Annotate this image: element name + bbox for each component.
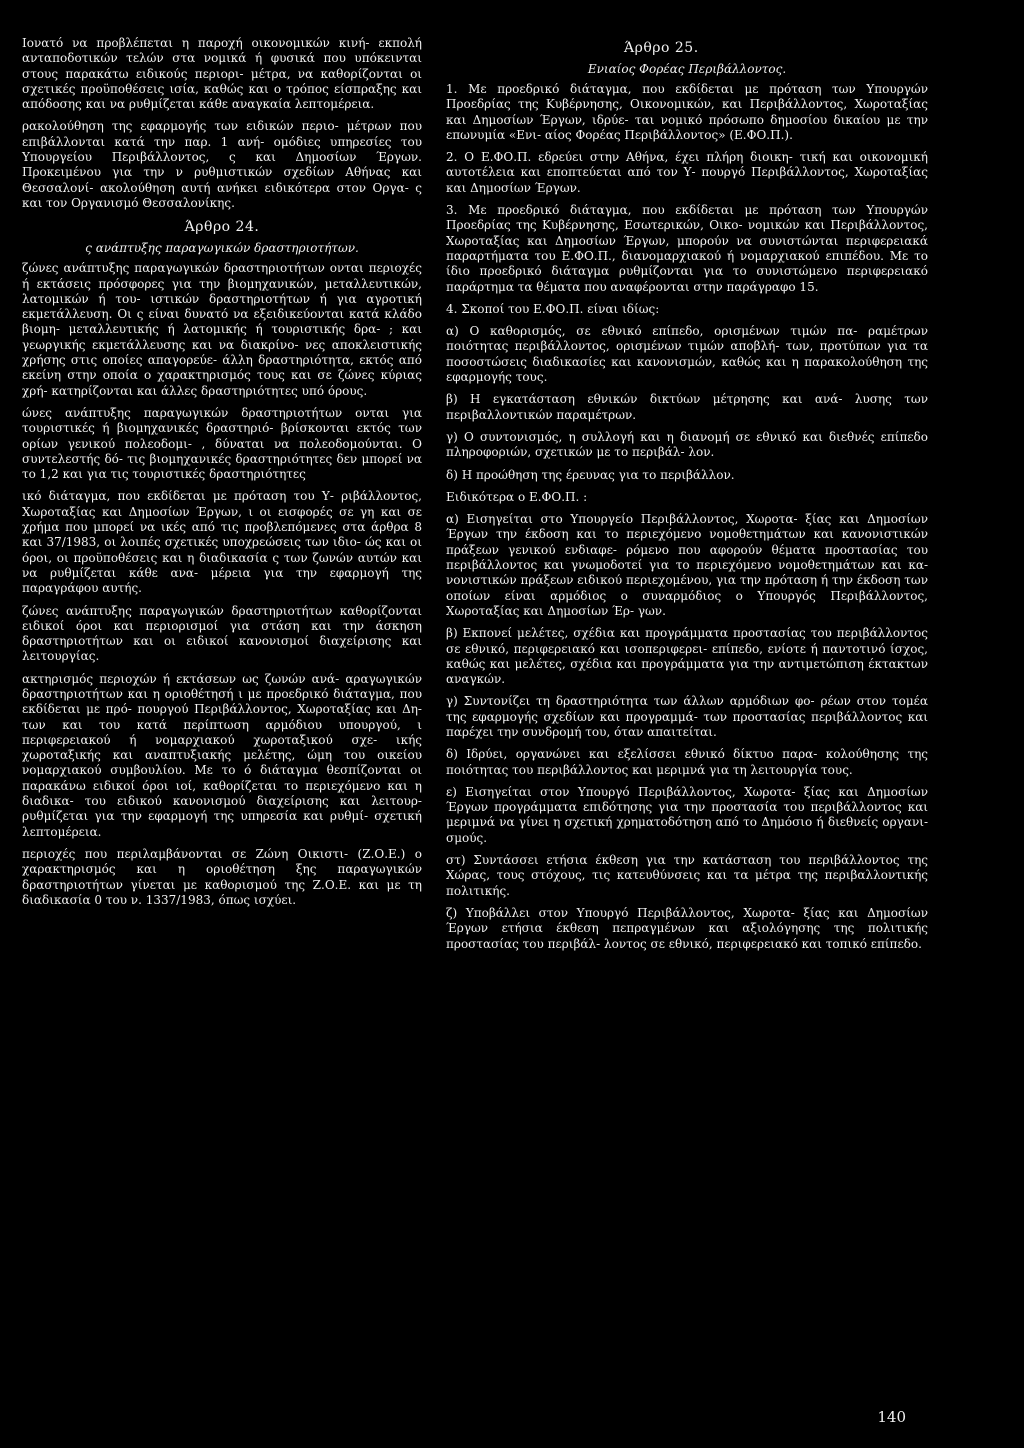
paragraph: β) Εκπονεί μελέτες, σχέδια και προγράμματα προστασίας του περιβάλλοντος σε εθνικό, περιφερειακό και ισοπεριφερει- επίπεδο, ενίοτε ή παντοτινό ίσχος, καθώς και μελέτες, σχέδια και προγράμματα για την αντιμετώπιση έκτακτων αναγκών. <box>446 626 928 687</box>
paragraph: ζώνες ανάπτυξης παραγωγικών δραστηριοτήτων καθορίζονται ειδικοί όροι και περιορισμοί για στάση και την άσκηση δραστηριοτήτων και οι ειδικοί κανονισμοί διαχείρισης και λειτουργίας. <box>22 603 422 664</box>
right-column <box>446 36 928 959</box>
paragraph: 4. Σκοποί του Ε.ΦΟ.Π. είναι ιδίως: <box>446 301 660 316</box>
paragraph: Ιονατό να προβλέπεται η παροχή οικονομικών κινή- εκπολή ανταποδοτικών τελών στα νομικά ή φυσικά που υπόκεινται στους παρακάτω ειδικούς περιορι- μέτρα, να καθορίζονται οι σχετικές προϋποθέσεις ισία, καθώς και ο τρόπος είσπραξης και απόδοσης και να ρυθμίζεται κάθε αναγκαία λεπτομέρεια. <box>22 36 422 112</box>
paragraph: ζ) Υποβάλλει στον Υπουργό Περιβάλλοντος, Χωροτα- ξίας και Δημοσίων Έργων ετήσια έκθεση πεπραγμένων και αξιολόγησης της πολιτικής προστασίας του περιβάλ- λοντος σε εθνικό, περιφερειακό και τοπικό επίπεδο. <box>446 905 928 951</box>
page-number: 140 <box>877 1408 906 1426</box>
paragraph: α) Ο καθορισμός, σε εθνικό επίπεδο, ορισμένων τιμών πα- ραμέτρων ποιότητας περιβάλλοντος, ορισμένων τιμών αποβλή- των, προτύπων για τα ποσοστώσεις διαδικασίες και κανονισμών, καθώς και η παρακολούθηση της εφαρμογής τους. <box>446 324 928 385</box>
paragraph: δ) Η προώθηση της έρευνας για το περιβάλλον. <box>446 467 735 482</box>
paragraph: ρακολούθηση της εφαρμογής των ειδικών περιο- μέτρων που επιβάλλονται κατά την παρ. 1 ανή- ομόδιες υπηρεσίες του Υπουργείου Περιβάλλοντος, ς και Δημοσίων Έργων. Προκειμένου για την ν ρυθμιστικών σχεδίων Αθήνας και Θεσσαλονί- ακολούθηση αυτή ανήκει ειδικότερα στον Οργα- ς και τον Οργανισμό Θεσσαλονίκης. <box>22 119 422 210</box>
paragraph: ε) Εισηγείται στον Υπουργό Περιβάλλοντος, Χωροτα- ξίας και Δημοσίων Έργων προγράμματα επιδότησης για την προστασία του περιβάλλοντος και μεριμνά να γίνει η σχετική χρηματοδότηση από το Δημόσιο ή διεθνείς οργανι- σμούς. <box>446 784 928 845</box>
paragraph: δ) Ιδρύει, οργανώνει και εξελίσσει εθνικό δίκτυο παρα- κολούθησης της ποιότητας του περιβάλλοντος και μεριμνά για τη λειτουργία τους. <box>446 747 928 777</box>
paragraph: γ) Συντονίζει τη δραστηριότητα των άλλων αρμόδιων φο- ρέων στον τομέα της εφαρμογής σχεδίων και προγραμμά- των προστασίας περιβάλλοντος και παρέχει την συνδρομή του, όταν απαιτείται. <box>446 694 928 739</box>
left-column <box>22 36 422 915</box>
article-subtitle: Ενιαίος Φορέας Περιβάλλοντος. <box>587 62 787 76</box>
paragraph: 2. Ο Ε.ΦΟ.Π. εδρεύει στην Αθήνα, έχει πλήρη διοικη- τική και οικονομική αυτοτέλεια και εποπτεύεται από τον Υ- πουργό Περιβάλλοντος, Χωροταξίας και Δημοσίων Έργων. <box>446 150 928 195</box>
paragraph: Ειδικότερα ο Ε.ΦΟ.Π. : <box>446 489 588 504</box>
paragraph: α) Εισηγείται στο Υπουργείο Περιβάλλοντος, Χωροτα- ξίας και Δημοσίων Έργων την έκδοση και το περιεχόμενο νομοθετημάτων και κανονιστικών πράξεων γενικού ενδιαφε- ρόμενο που αφορούν θέματα προστασίας του περιβάλλοντος και γνωμοδοτεί για το περιεχόμενο νομοθετημάτων και κα- νονιστικών πράξεων ειδικού περιεχομένου, για την πρόταση ή την έκδοση των οποίων είναι αρμόδιος ο συναρμόδιος ο Υπουργός Περιβάλλοντος, Χωροταξίας και Δημοσίων Έρ- γων. <box>446 512 928 618</box>
paragraph: β) Η εγκατάσταση εθνικών δικτύων μέτρησης και ανά- λυσης των περιβαλλοντικών παραμέτρων. <box>446 392 928 422</box>
paragraph: 1. Με προεδρικό διάταγμα, που εκδίδεται με πρόταση των Υπουργών Προεδρίας της Κυβέρνησης, Οικονομικών, και Περιβάλλοντος, Χωροταξίας και Δημοσίων Έργων, ιδρύε- ται νομικό πρόσωπο δημοσίου δικαίου με την επωνυμία «Ενι- αίος Φορέας Περιβάλλοντος» (Ε.ΦΟ.Π.). <box>446 82 928 142</box>
article-subtitle: ς ανάπτυξης παραγωγικών δραστηριοτήτων. <box>85 241 359 256</box>
paragraph: ικό διάταγμα, που εκδίδεται με πρόταση του Υ- ριβάλλοντος, Χωροταξίας και Δημοσίων Έργων, ι οι εισφορές σε γη και σε χρήμα που μπορεί να ικές από τις προβλεπόμενες στα άρθρα 8 και 37/1983, οι λοιπές σχετικές υποχρεώσεις των ιδιο- ώς και οι όροι, οι προϋποθέσεις και η διαδικασία ς των ζωνών αυτών και να ρυθμίζεται κάθε ανα- μέρεια για την εφαρμογή της παραγράφου αυτής. <box>22 489 422 596</box>
article-title: Άρθρο 25. <box>624 40 699 56</box>
article-title: Άρθρο 24. <box>184 219 260 236</box>
paragraph: ακτηρισμός περιοχών ή εκτάσεων ως ζωνών ανά- αραγωγικών δραστηριοτήτων και η οριοθέτησή ι με προεδρικό διάταγμα, που εκδίδεται με πρό- πουργού Περιβάλλοντος, Χωροταξίας και Δη- των και του κατά περίπτωση αρμόδιου υπουργού, ι περιφερειακού ή νομαρχιακού χωροταξικού σχε- ικής χωροταξικής και αναπτυξιακής μελέτης, ώμη του οικείου νομαρχιακού συμβουλίου. Με το ό διάταγμα θεσπίζονται οι παρακάνω ειδικοί όροι ιοί, καθορίζεται το περιεχόμενο και η διαδικα- του ειδικού κανονισμού διαχείρισης και λειτουρ- ρυθμίζεται για την εφαρμογή της υπηρεσία και ρυθμί- σχετική λεπτομέρεια. <box>22 671 422 839</box>
paragraph: 3. Με προεδρικό διάταγμα, που εκδίδεται με πρόταση των Υπουργών Προεδρίας της Κυβέρνησης, Εσωτερικών, Οικο- νομικών και Περιβάλλοντος, Χωροταξίας και Δημοσίων Έργων, μπορούν να συνιστώνται περιφερειακά παραρτήματα του Ε.ΦΟ.Π., διανομαρχιακού ή νομαρχιακού επιπέδου. Με το ίδιο προεδρικό διάταγμα ρυθμίζονται για το συνιστώμενο περιφερειακό παράρτημα τα θέματα που αναφέρονται στην παράγραφο 15. <box>446 203 928 294</box>
paragraph: ώνες ανάπτυξης παραγωγικών δραστηριοτήτων ονται για τουριστικές ή βιομηχανικές δραστηριό- βρίσκονται εκτός των ορίων γενικού πολεοδομι- , δύναται να πολεοδομούνται. Ο συντελεστής δό- τις βιομηχανικές δραστηριότητες δεν μπορεί να το 1,2 και για τις τουριστικές δραστηριότητες <box>22 405 422 482</box>
paragraph: γ) Ο συντονισμός, η συλλογή και η διανομή σε εθνικό και διεθνές επίπεδο πληροφοριών, σχετικών με το περιβάλ- λον. <box>446 429 928 460</box>
paragraph: περιοχές που περιλαμβάνονται σε Ζώνη Οικιστι- (Ζ.Ο.Ε.) ο χαρακτηρισμός και η οριοθέτηση ξης παραγωγικών δραστηριοτήτων γίνεται με καθορισμού της Ζ.Ο.Ε. και με τη διαδικασία 0 του ν. 1337/1983, όπως ισχύει. <box>22 846 422 907</box>
paragraph: ζώνες ανάπτυξης παραγωγικών δραστηριοτήτων ονται περιοχές ή εκτάσεις πρόσφορες για την βιομηχανικών, μεταλλευτικών, λατομικών ή του- ιστικών δραστηριοτήτων ή για αγροτική εκμετάλλευση. Οι ς είναι δυνατό να εξειδικεύονται κατά κλάδο βιομη- μεταλλευτικής ή λατομικής ή τουριστικής δρα- ; και γεωργικής εκμετάλλευσης και να διακρίνο- νες αποκλειστικής χρήσης στις οποίες απαγορεύε- άλλη δραστηριότητα, εκτός από εκείνη στην οποία ο χαρακτηρισμός τους και σε ζώνες κύριας χρή- κατηρίζονται και άλλες δραστηριότητες υπό όρους. <box>22 261 422 398</box>
paragraph: στ) Συντάσσει ετήσια έκθεση για την κατάσταση του περιβάλλοντος της Χώρας, τους στόχους, τις κατευθύνσεις και τα μέτρα της περιβαλλοντικής πολιτικής. <box>446 853 928 898</box>
